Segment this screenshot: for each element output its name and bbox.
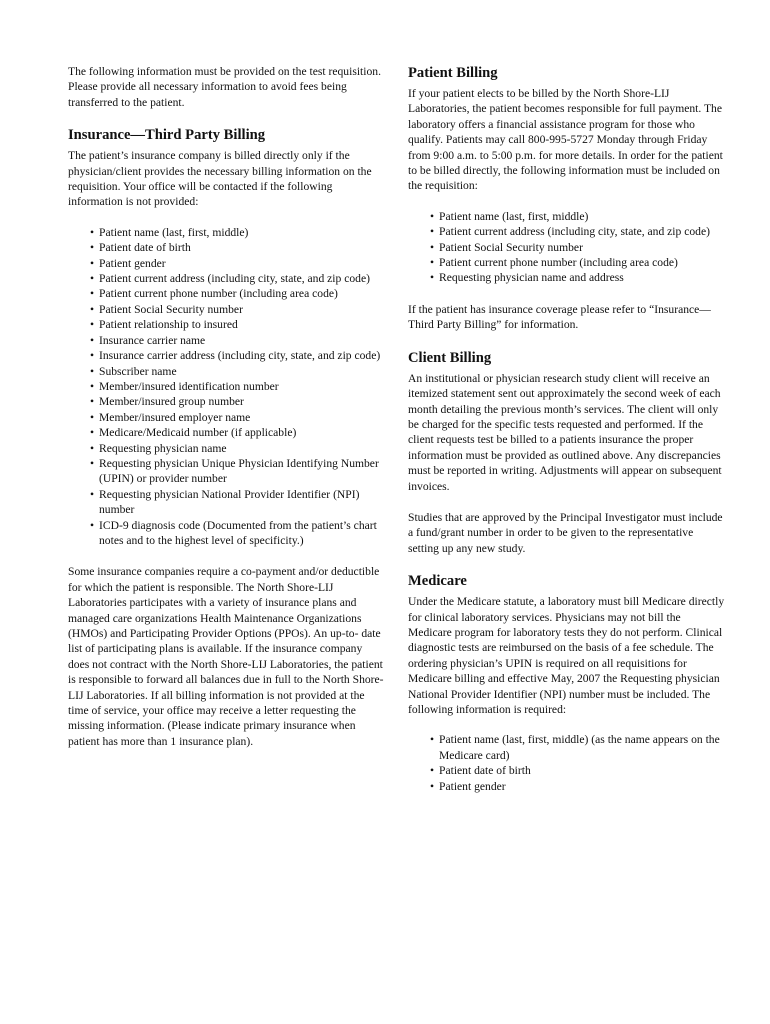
insurance-intro: The patient’s insurance company is billed directly only if the physician/client provides the necessary billing information on the requisition. Your office will be contacted if the following information is not provided:	[68, 149, 372, 209]
insurance-heading: Insurance—Third Party Billing	[68, 127, 266, 144]
list-item: • Insurance carrier name	[99, 333, 386, 348]
list-item: • ICD-9 diagnosis code (Documented from the patient’s chart notes and to the highest level of specificity.)	[99, 518, 386, 549]
list-item: • Patient relationship to insured	[99, 317, 386, 332]
list-item: • Subscriber name	[99, 364, 386, 379]
left-column	[68, 64, 386, 749]
client-billing-heading: Client Billing	[408, 349, 492, 366]
list-item: • Patient name (last, first, middle)	[439, 209, 726, 224]
list-item: • Requesting physician Unique Physician Identifying Number (UPIN) or provider number	[99, 456, 386, 487]
intro-paragraph: The following information must be provided on the test requisition. Please provide all necessary information to avoid fees being transferred to the patient.	[68, 65, 381, 109]
list-item: • Patient date of birth	[439, 763, 726, 778]
list-item: • Patient name (last, first, middle) (as the name appears on the Medicare card)	[439, 732, 726, 763]
medicare-section	[408, 572, 726, 794]
right-column	[408, 64, 726, 794]
medicare-intro: Under the Medicare statute, a laboratory must bill Medicare directly for clinical laboratory services. Physicians may not bill the Medicare program for laboratory tests they do not perform. Clinical diagnostic tests are reimbursed on the basis of a fee schedule. The ordering physician’s UPIN is required on all requisitions for Medicare billing and effective May, 2007 the Requesting physician National Provider Identifier (NPI) number must be included. The following information is required:	[408, 595, 725, 716]
list-item: • Requesting physician National Provider Identifier (NPI) number	[99, 487, 386, 518]
list-item: • Member/insured group number	[99, 394, 386, 409]
list-item: • Patient current address (including city, state, and zip code)	[99, 271, 386, 286]
insurance-closing-paragraph: Some insurance companies require a co-payment and/or deductible for which the patient is responsible. The North Shore-LIJ Laboratories participates with a variety of insurance plans and managed care organizations Health Maintenance Organizations (HMOs) and Participating Provider Options (PPOs). An up-to- date list of participating plans is available. If the insurance company does not contract with the North Shore-LIJ Laboratories, the patient is responsible to forward all balances due in full to the North Shore-LIJ Laboratories. If all billing information is not provided at the time of service, your office may receive a letter requesting the missing information. (Please indicate primary insurance when patient has more than 1 insurance plan).	[68, 565, 384, 748]
list-item: • Patient Social Security number	[439, 240, 726, 255]
medicare-heading: Medicare	[408, 573, 467, 590]
insurance-required-list	[68, 225, 386, 549]
list-item: • Medicare/Medicaid number (if applicable)	[99, 425, 386, 440]
list-item: • Patient current address (including city, state, and zip code)	[439, 224, 726, 239]
list-item: • Member/insured identification number	[99, 379, 386, 394]
list-item: • Patient name (last, first, middle)	[99, 225, 386, 240]
patient-billing-intro: If your patient elects to be billed by the North Shore-LIJ Laboratories, the patient becomes responsible for full payment. The laboratory offers a financial assistance program for those who qualify. Patients may call 800-995-5727 Monday through Friday from 9:00 a.m. to 5:00 p.m. for more details. In order for the patient to be billed directly, the following information must be included on the requisition:	[408, 87, 723, 193]
list-item: • Patient gender	[439, 779, 726, 794]
medicare-required-list	[408, 732, 726, 794]
patient-billing-list	[408, 209, 726, 286]
list-item: • Patient gender	[99, 256, 386, 271]
list-item: • Insurance carrier address (including city, state, and zip code)	[99, 348, 386, 363]
client-billing-paragraph: An institutional or physician research study client will receive an itemized statement sent out approximately the second week of each month detailing the previous month’s services. The client will only be charged for the specific tests requested and performed. If the client requests test be billed to a patients insurance the proper information must be provided as outlined above. Any discrepancies must be reported in writing. Adjustments will appear on subsequent invoices.	[408, 371, 722, 493]
patient-billing-section	[408, 64, 726, 333]
list-item: • Patient current phone number (including area code)	[99, 286, 386, 301]
insurance-section	[68, 126, 386, 749]
client-billing-section	[408, 349, 726, 556]
patient-billing-closing: If the patient has insurance coverage please refer to “Insurance—Third Party Billing” for information.	[408, 302, 711, 332]
list-item: • Member/insured employer name	[99, 410, 386, 425]
list-item: • Patient current phone number (including area code)	[439, 255, 726, 270]
list-item: • Requesting physician name	[99, 441, 386, 456]
list-item: • Requesting physician name and address	[439, 270, 726, 285]
list-item: • Patient Social Security number	[99, 302, 386, 317]
patient-billing-heading: Patient Billing	[408, 65, 498, 81]
client-billing-studies-paragraph: Studies that are approved by the Principal Investigator must include a fund/grant number in order to be given to the representative setting up any new study.	[408, 510, 723, 555]
list-item: • Patient date of birth	[99, 240, 386, 255]
